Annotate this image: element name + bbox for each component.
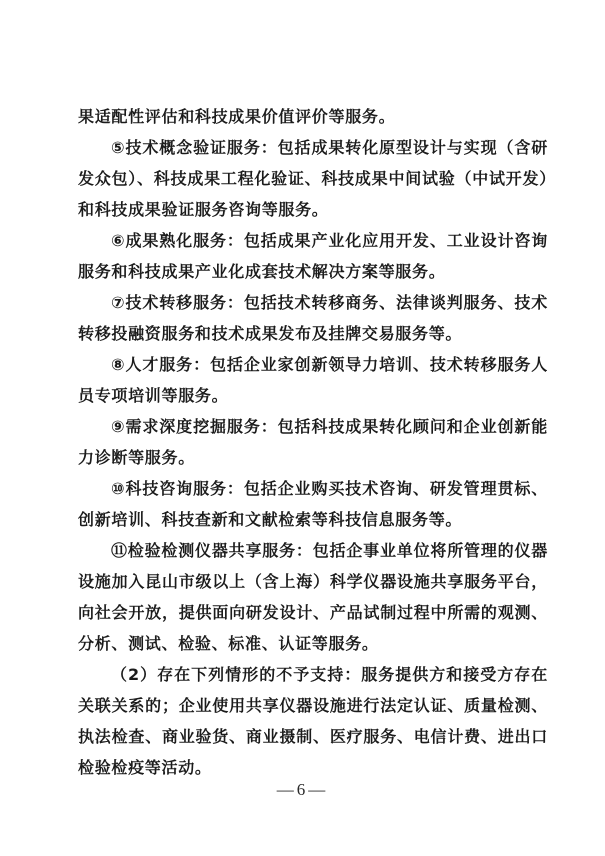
paragraph-item-11: ⑪检验检测仪器共享服务：包括企事业单位将所管理的仪器设施加入昆山市级以上（含上海）科学仪器设施共享服务平台，向社会开放，提供面向研发设计、产品试制过程中所需的观测、分析、测试、检验、标准、认证等服务。 xyxy=(78,541,548,653)
paragraph-item-6: ⑥成果熟化服务：包括成果产业化应用开发、工业设计咨询服务和科技成果产业化成套技术解决方案等服务。 xyxy=(78,231,548,281)
paragraph-clause-2: （2）存在下列情形的不予支持：服务提供方和接受方存在关联关系的；企业使用共享仪器设施进行法定认证、质量检测、执法检查、商业验货、商业摄制、医疗服务、电信计费、进出口检验检疫等活动。 xyxy=(78,665,548,777)
page-number: —6— xyxy=(276,780,329,799)
paragraph-item-7: ⑦技术转移服务：包括技术转移商务、法律谈判服务、技术转移投融资服务和技术成果发布及挂牌交易服务等。 xyxy=(78,293,548,343)
document-body xyxy=(78,101,548,783)
paragraph-continuation: 果适配性评估和科技成果价值评价等服务。 xyxy=(78,107,396,126)
paragraph-item-5: ⑤技术概念验证服务：包括成果转化原型设计与实现（含研发众包）、科技成果工程化验证、科技成果中间试验（中试开发）和科技成果验证服务咨询等服务。 xyxy=(78,138,548,219)
paragraph-item-10: ⑩科技咨询服务：包括企业购买技术咨询、研发管理贯标、创新培训、科技查新和文献检索等科技信息服务等。 xyxy=(78,479,548,529)
paragraph-item-9: ⑨需求深度挖掘服务：包括科技成果转化顾问和企业创新能力诊断等服务。 xyxy=(78,417,548,467)
paragraph-item-8: ⑧人才服务：包括企业家创新领导力培训、技术转移服务人员专项培训等服务。 xyxy=(78,355,548,405)
